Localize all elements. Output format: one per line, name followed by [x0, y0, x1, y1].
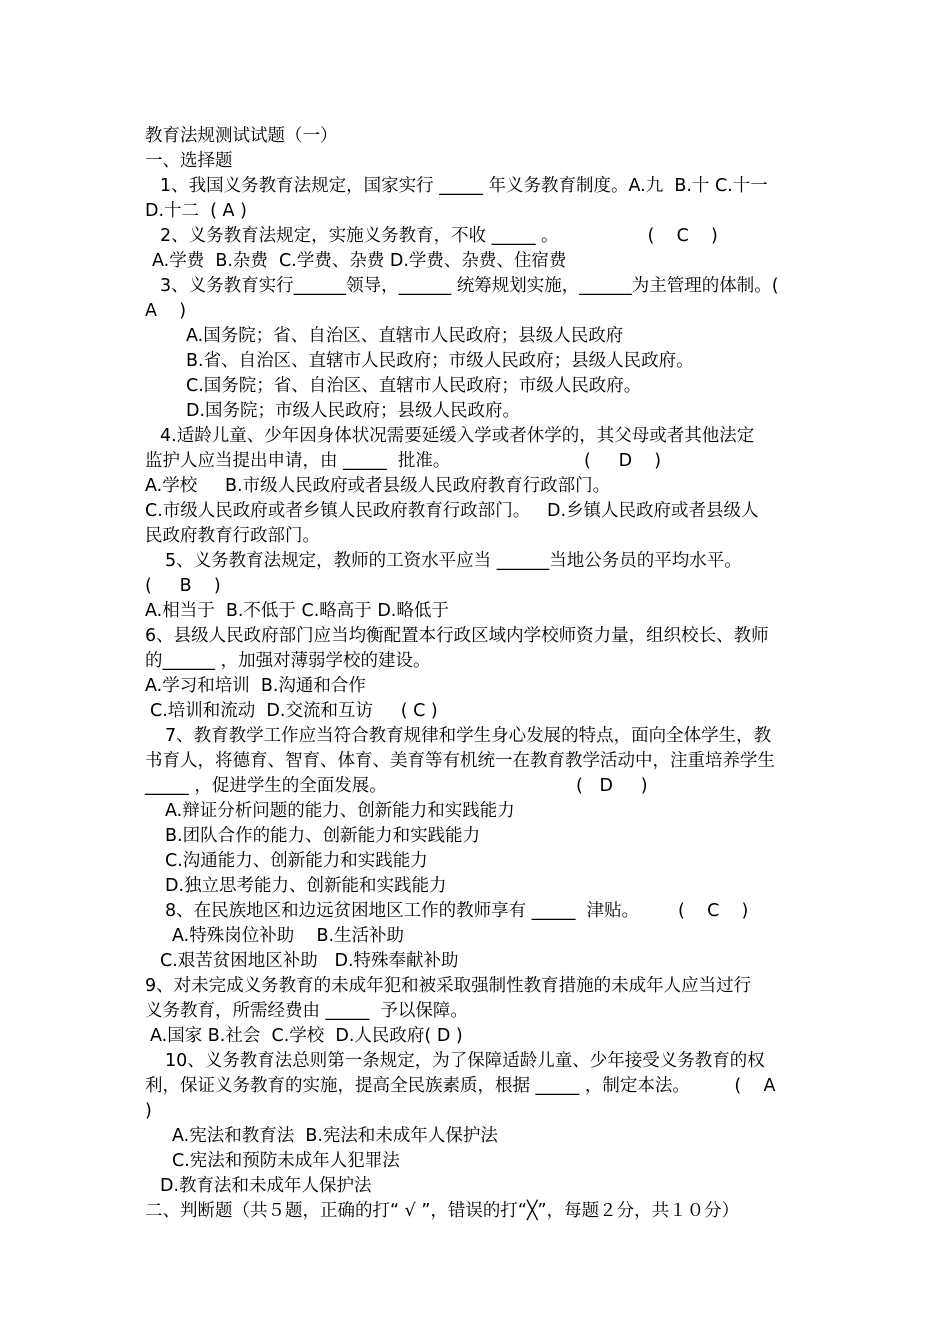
question-5-line: 5、义务教育法规定，教师的工资水平应当 ______当地公务员的平均水平。 — [165, 551, 742, 571]
question-1-line: 1、我国义务教育法规定，国家实行 _____ 年义务教育制度。A.九 B.十 C.十一 — [160, 176, 768, 196]
question-7-line: 7、教育教学工作应当符合教育规律和学生身心发展的特点，面向全体学生，教 — [165, 726, 772, 746]
question-3-option: D.国务院；市级人民政府；县级人民政府。 — [186, 401, 521, 421]
question-3-option: A.国务院；省、自治区、直辖市人民政府；县级人民政府 — [186, 326, 624, 346]
question-7-line: 书育人，将德育、智育、体育、美育等有机统一在教育教学活动中，注重培养学生 — [145, 751, 775, 771]
question-4-line: 4.适龄儿童、少年因身体状况需要延缓入学或者休学的，其父母或者其他法定 — [160, 426, 755, 446]
question-3-option: C.国务院；省、自治区、直辖市人民政府；市级人民政府。 — [186, 376, 642, 396]
question-10-options: C.宪法和预防未成年人犯罪法 — [172, 1151, 400, 1171]
question-9-line: 9、对未完成义务教育的未成年犯和被采取强制性教育措施的未成年人应当过行 — [145, 976, 752, 996]
question-2-line: 2、义务教育法规定，实施义务教育，不收 _____ 。 ( C ) — [160, 226, 718, 246]
question-7-option: D.独立思考能力、创新能和实践能力 — [165, 876, 447, 896]
question-5-answer: ( B ) — [145, 576, 221, 596]
question-4-options: C.市级人民政府或者乡镇人民政府教育行政部门。 D.乡镇人民政府或者县级人 — [145, 501, 759, 521]
question-10-options: A.宪法和教育法 B.宪法和未成年人保护法 — [172, 1126, 498, 1146]
question-6-options: C.培训和流动 D.交流和互访 ( C ) — [150, 701, 438, 721]
section-heading-judgment: 二、判断题（共５题，正确的打“ √ ”，错误的打“╳”，每题２分，共１０分） — [145, 1201, 740, 1221]
section-heading-choice: 一、选择题 — [145, 151, 233, 171]
document-title: 教育法规测试试题（一） — [145, 126, 338, 146]
question-7-option: B.团队合作的能力、创新能力和实践能力 — [165, 826, 481, 846]
question-3-line: 3、义务教育实行______领导，______ 统筹规划实施，______为主管理的体制。( — [160, 276, 779, 296]
question-6-line: 的______ ，加强对薄弱学校的建设。 — [145, 651, 431, 671]
question-3-line: A ) — [145, 301, 187, 321]
question-7-line: _____ ，促进学生的全面发展。 ( D ) — [145, 776, 648, 796]
question-10-line: ) — [145, 1101, 152, 1121]
question-7-option: A.辩证分析问题的能力、创新能力和实践能力 — [165, 801, 515, 821]
question-10-line: 10、义务教育法总则第一条规定，为了保障适龄儿童、少年接受义务教育的权 — [165, 1051, 765, 1071]
question-8-options: C.艰苦贫困地区补助 D.特殊奉献补助 — [160, 951, 459, 971]
question-4-line: 监护人应当提出申请，由 _____ 批准。 ( D ) — [145, 451, 662, 471]
question-9-options: A.国家 B.社会 C.学校 D.人民政府( D ) — [150, 1026, 463, 1046]
question-10-options: D.教育法和未成年人保护法 — [160, 1176, 372, 1196]
question-8-options: A.特殊岗位补助 B.生活补助 — [172, 926, 405, 946]
question-5-options: A.相当于 B.不低于 C.略高于 D.略低于 — [145, 601, 449, 621]
question-3-option: B.省、自治区、直辖市人民政府；市级人民政府；县级人民政府。 — [186, 351, 694, 371]
question-2-options: A.学费 B.杂费 C.学费、杂费 D.学费、杂费、住宿费 — [152, 251, 567, 271]
question-6-options: A.学习和培训 B.沟通和合作 — [145, 676, 366, 696]
question-1-line: D.十二 ( A ) — [145, 201, 247, 221]
question-4-options: A.学校 B.市级人民政府或者县级人民政府教育行政部门。 — [145, 476, 611, 496]
question-6-line: 6、县级人民政府部门应当均衡配置本行政区域内学校师资力量，组织校长、教师 — [145, 626, 769, 646]
question-9-line: 义务教育，所需经费由 _____ 予以保障。 — [145, 1001, 468, 1021]
question-7-option: C.沟通能力、创新能力和实践能力 — [165, 851, 428, 871]
question-8-line: 8、在民族地区和边远贫困地区工作的教师享有 _____ 津贴。 ( C ) — [165, 901, 749, 921]
question-10-line: 利，保证义务教育的实施，提高全民族素质，根据 _____ ，制定本法。 ( A — [145, 1076, 776, 1096]
question-4-options: 民政府教育行政部门。 — [145, 526, 320, 546]
